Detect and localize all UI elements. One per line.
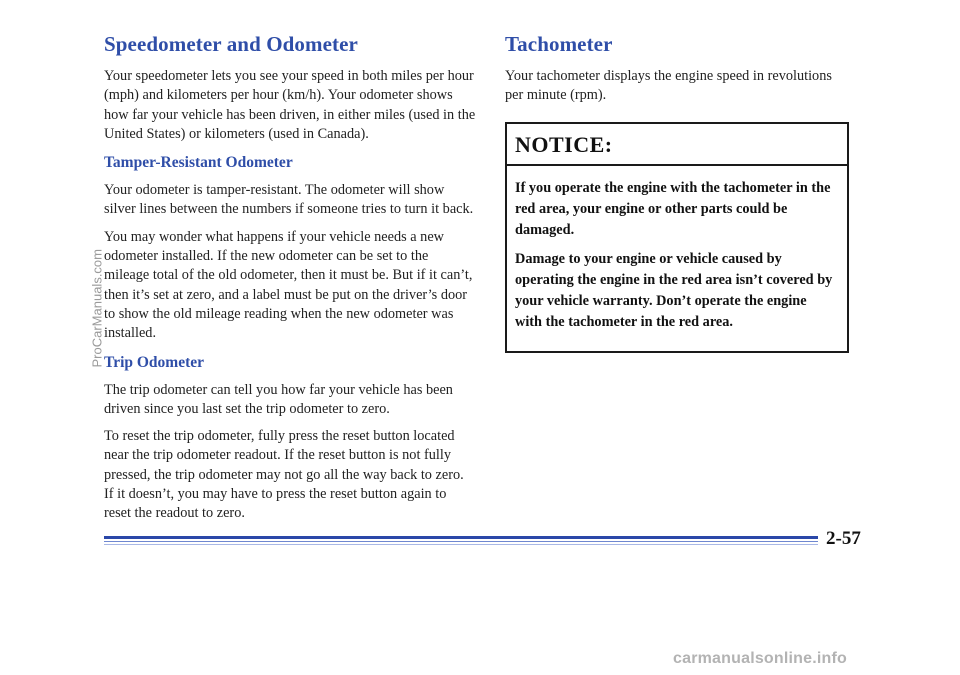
side-watermark (83, 210, 107, 370)
trip-paragraph-2: To reset the trip odometer, fully press the reset button located near the trip odometer readout. If the reset button is not fully pressed, the trip odometer may not go all the way back to zero. If it doesn’t, you may have to press the reset button again to reset the readout to zero. (104, 428, 464, 522)
section-title-tachometer: Tachometer (505, 32, 613, 56)
trip-paragraph-1: The trip odometer can tell you how far your vehicle has been driven since you last set the trip odometer to zero. (104, 381, 453, 417)
right-column (505, 32, 850, 353)
subsection-title-tamper: Tamper-Resistant Odometer (104, 154, 293, 172)
notice-paragraph-2: Damage to your engine or vehicle caused by operating the engine in the red area isn’t covered by your vehicle warranty. Don’t operate the engine with the tachometer in the red area. (515, 250, 833, 330)
section-title-speedometer: Speedometer and Odometer (104, 32, 358, 56)
notice-body (507, 166, 847, 351)
tachometer-intro: Your tachometer displays the engine speed in revolutions per minute (rpm). (505, 68, 832, 104)
side-watermark-text: ProCarManuals.com (89, 249, 105, 368)
tamper-paragraph-2: You may wonder what happens if your vehicle needs a new odometer installed. If the new odometer can be set to the mileage total of the old odometer, then it must be. But if it can’t, then it’s set at zero, and a label must be put on the driver’s door to show the old mileage reading when the new odometer was installed. (104, 228, 473, 342)
page-number: 2-57 (826, 528, 861, 549)
subsection-title-trip: Trip Odometer (104, 353, 205, 371)
speedometer-intro: Your speedometer lets you see your speed in both miles per hour (mph) and kilometers per hour (km/h). Your odometer shows how far your vehicle has been driven, in either miles (used in the United States) or kilometers (used in Canada). (104, 68, 476, 142)
left-column (104, 32, 476, 532)
notice-paragraph-1: If you operate the engine with the tachometer in the red area, your engine or other parts could be damaged. (515, 179, 831, 238)
notice-box (505, 122, 849, 353)
notice-heading: NOTICE: (507, 124, 847, 166)
bottom-watermark: carmanualsonline.info (673, 650, 848, 667)
tamper-paragraph-1: Your odometer is tamper-resistant. The odometer will show silver lines between the numbers if someone tries to turn it back. (104, 182, 474, 218)
footer-rule (104, 536, 818, 545)
